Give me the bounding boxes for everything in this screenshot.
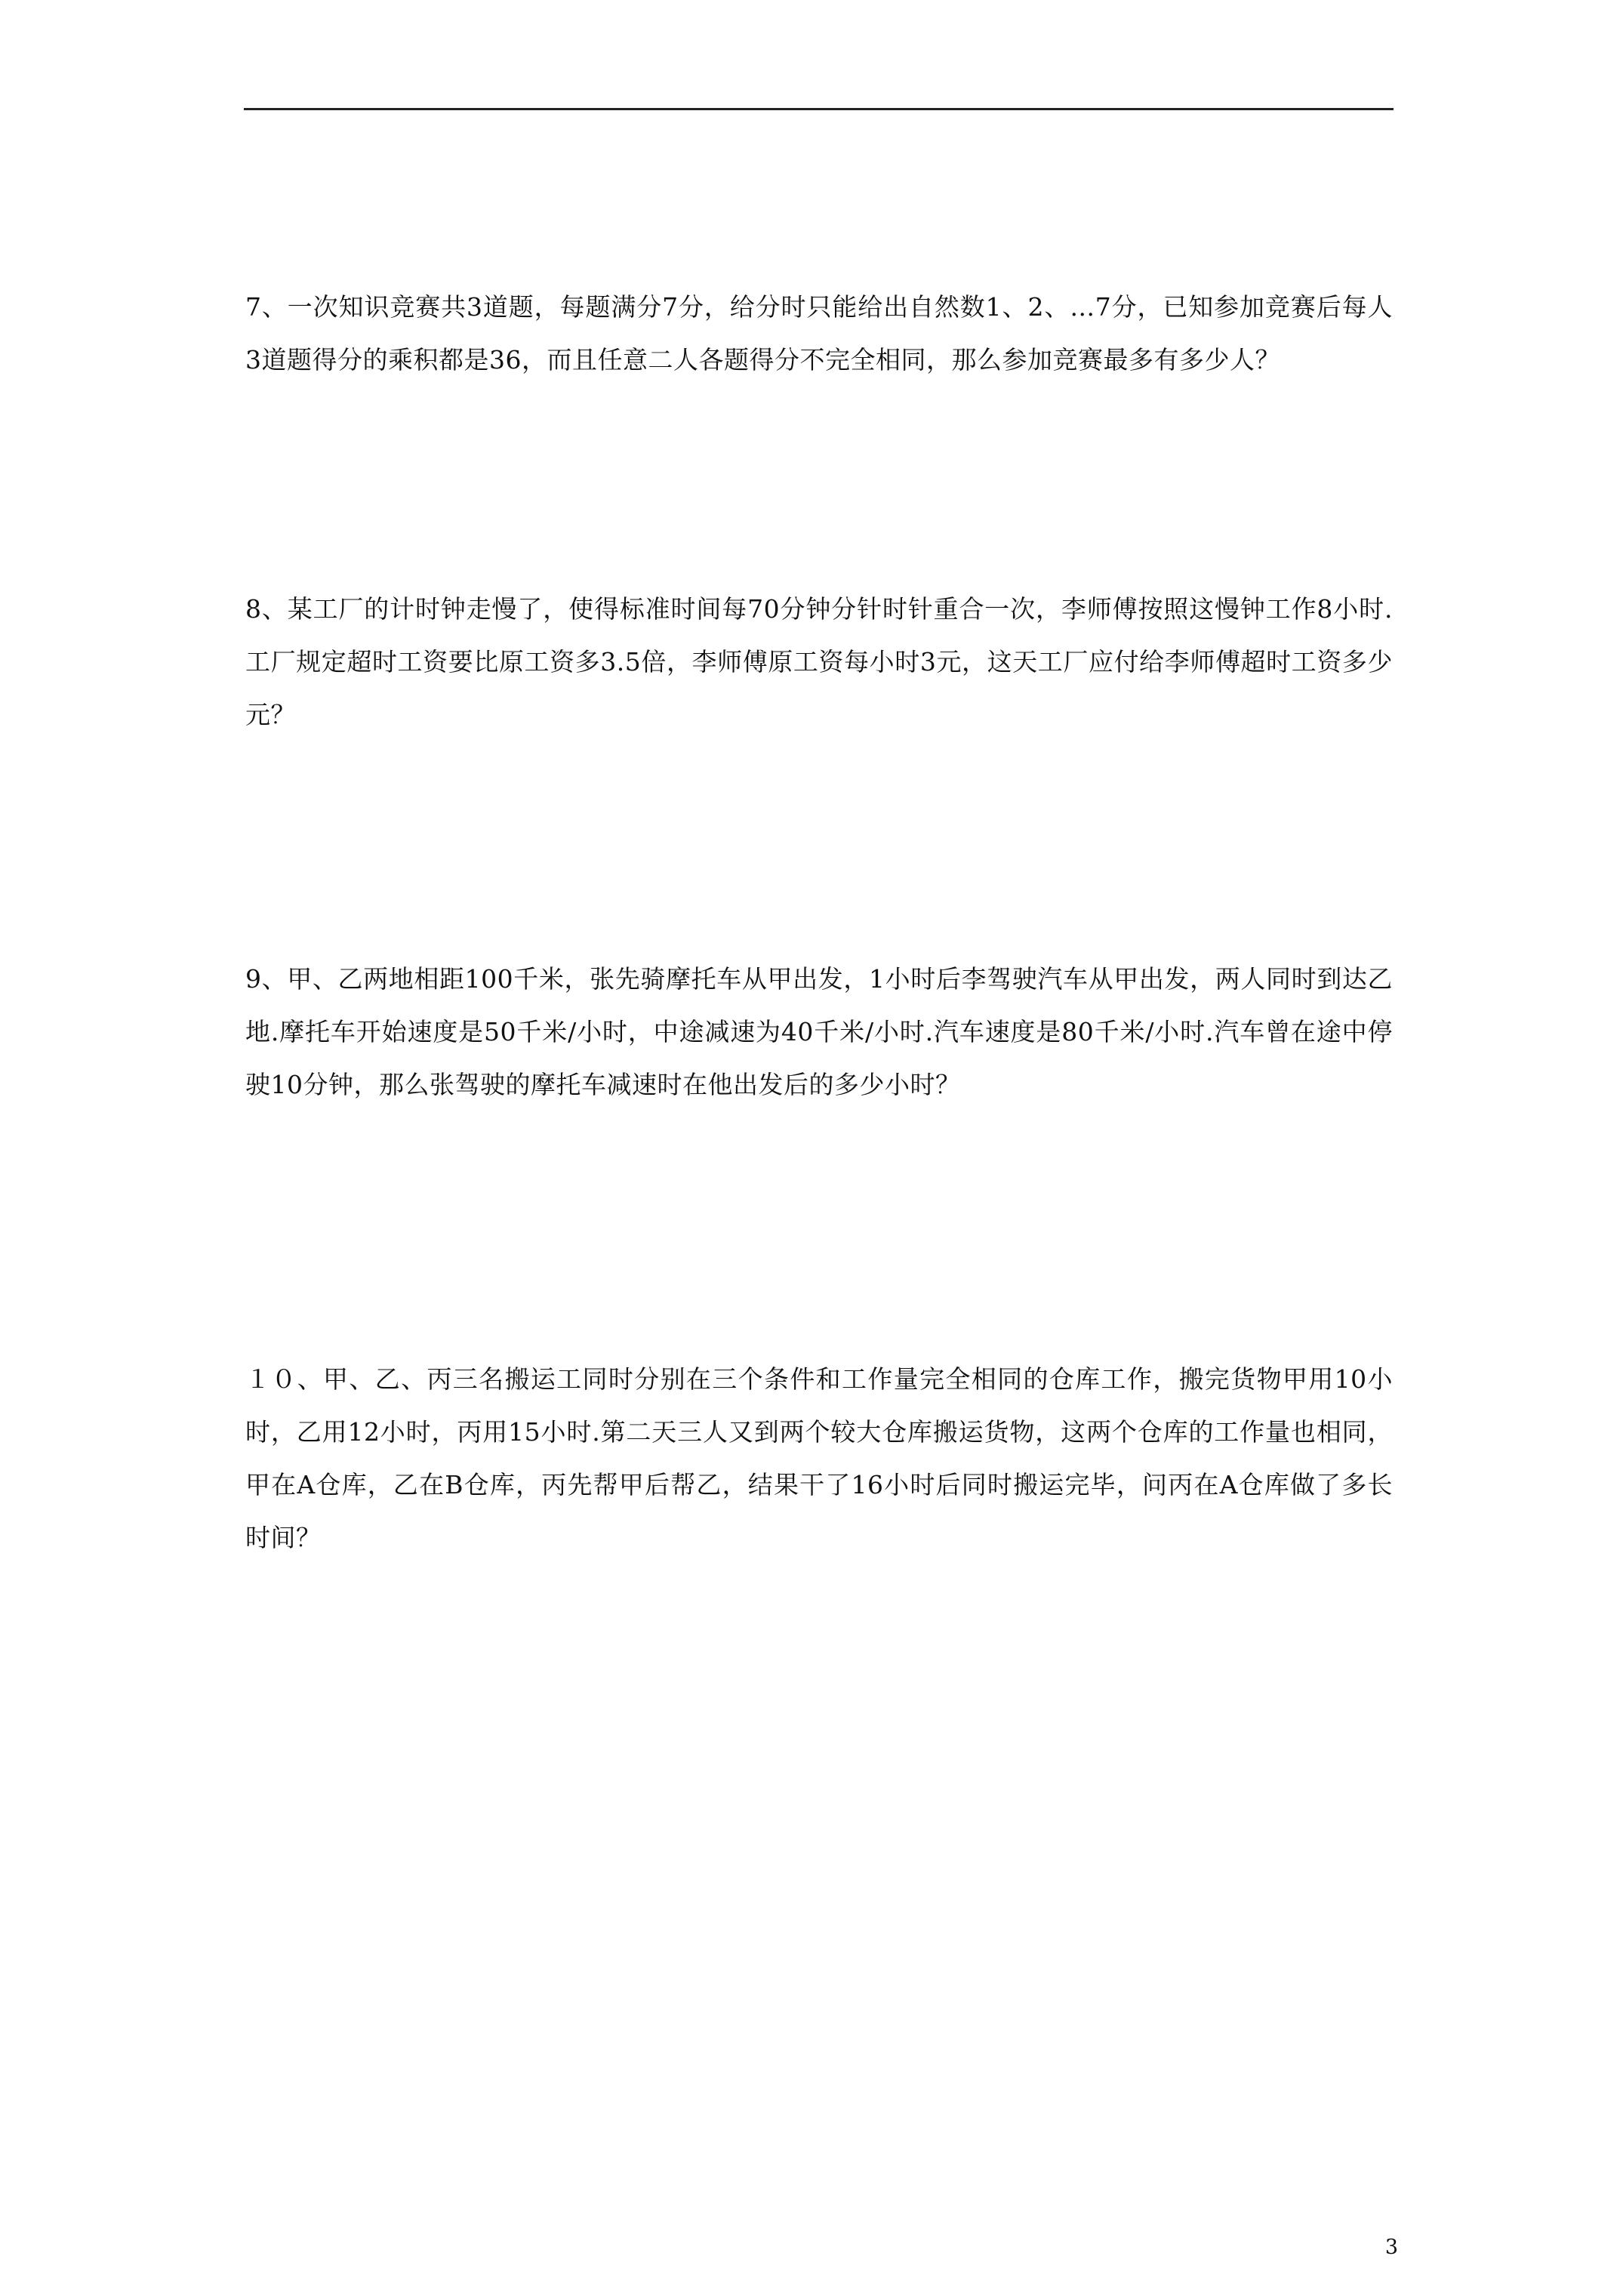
problem-7: 7、一次知识竞赛共3道题，每题满分7分，给分时只能给出自然数1、2、…7分，已知参加竞赛后每人3道题得分的乘积都是36，而且任意二人各题得分不完全相同，那么参加竞赛最多有多少人？ xyxy=(245,292,1393,374)
problem-8: 8、某工厂的计时钟走慢了，使得标准时间每70分钟分针时针重合一次，李师傅按照这慢钟工作8小时.工厂规定超时工资要比原工资多3.5倍，李师傅原工资每小时3元，这天工厂应付给李师傅超时工资多少元？ xyxy=(245,594,1393,729)
problem-10: １０、甲、乙、丙三名搬运工同时分别在三个条件和工作量完全相同的仓库工作，搬完货物甲用10小时，乙用12小时，丙用15小时.第二天三人又到两个较大仓库搬运货物，这两个仓库的工作量也相同，甲在A仓库，乙在B仓库，丙先帮甲后帮乙，结果干了16小时后同时搬运完毕，问丙在A仓库做了多长时间？ xyxy=(245,1364,1393,1552)
page-number: 3 xyxy=(1384,2236,1398,2259)
header-rule xyxy=(244,108,1394,110)
problem-9: 9、甲、乙两地相距100千米，张先骑摩托车从甲出发，1小时后李驾驶汽车从甲出发，两人同时到达乙地.摩托车开始速度是50千米/小时，中途减速为40千米/小时.汽车速度是80千米/小时.汽车曾在途中停驶10分钟，那么张驾驶的摩托车减速时在他出发后的多少小时？ xyxy=(245,964,1393,1099)
